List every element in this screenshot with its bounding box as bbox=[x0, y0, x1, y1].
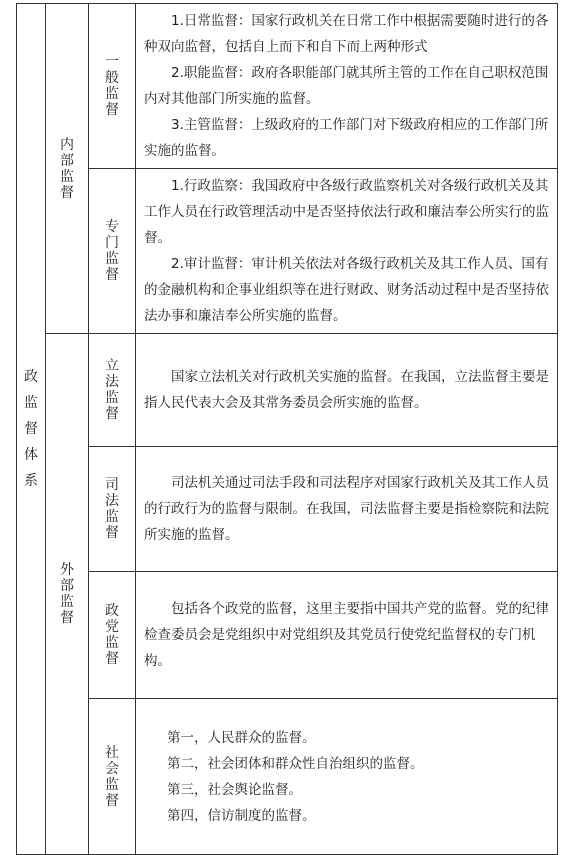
label-char: 政 bbox=[105, 603, 119, 619]
row-content-legislative bbox=[136, 334, 558, 447]
row-content-judicial bbox=[136, 447, 558, 572]
content-paragraph: 2.审计监督：审计机关依法对各级行政机关及其工作人员、国有的金融机构和企事业组织等在进行财政、财务活动过程中是否坚持依法办事和廉洁奉公所实施的监督。 bbox=[144, 256, 549, 324]
row-label-cell bbox=[89, 699, 136, 855]
label-char: 门 bbox=[105, 235, 119, 251]
content-paragraph: 1.日常监督：国家行政机关在日常工作中根据需要随时进行的各种双向监督，包括自上而下和自下而上两种形式 bbox=[144, 13, 549, 55]
supervision-system-table bbox=[16, 3, 558, 855]
row-label-cell bbox=[89, 4, 136, 169]
label-char: 监 bbox=[60, 168, 74, 185]
row-label-cell bbox=[89, 572, 136, 699]
label-char: 部 bbox=[60, 578, 74, 594]
content-paragraph: 第四，信访制度的监督。 bbox=[167, 807, 316, 824]
label-char: 督 bbox=[105, 525, 119, 541]
content-paragraph: 3.主管监督：上级政府的工作部门对下级政府相应的工作部门所实施的监督。 bbox=[144, 117, 549, 159]
row-label-cell bbox=[89, 447, 136, 572]
root-label-char: 体 bbox=[24, 447, 38, 463]
content-paragraph: 包括各个政党的监督，这里主要指中国共产党的监督。党的纪律检查委员会是党组织中对党组织及其党员行使党纪监督权的专门机构。 bbox=[144, 601, 549, 669]
label-char: 监 bbox=[105, 776, 119, 793]
root-label-char: 政 bbox=[24, 369, 38, 385]
label-char: 外 bbox=[60, 562, 74, 578]
row-content-general bbox=[136, 4, 558, 169]
content-paragraph: 1.行政监察：我国政府中各级行政监察机关对各级行政机关及其工作人员在行政管理活动中是否坚持依法行政和廉洁奉公所实行的监督。 bbox=[144, 178, 549, 246]
label-char: 督 bbox=[60, 610, 74, 626]
row-label-judicial bbox=[89, 477, 135, 541]
label-char: 立 bbox=[105, 358, 119, 374]
label-char: 部 bbox=[60, 152, 74, 169]
content-paragraph: 2.职能监督：政府各职能部门就其所主管的工作在自己职权范围内对其他部门所实施的监督。 bbox=[144, 65, 549, 107]
content-paragraph: 司法机关通过司法手段和司法程序对国家行政机关及其工作人员的行政行为的监督与限制。在我国，司法监督主要是指检察院和法院所实施的监督。 bbox=[144, 475, 549, 543]
label-char: 专 bbox=[105, 219, 119, 235]
label-char: 般 bbox=[105, 70, 119, 86]
row-label-legislative bbox=[89, 358, 135, 422]
label-char: 督 bbox=[105, 651, 119, 667]
root-label-char: 系 bbox=[24, 473, 38, 489]
label-char: 内 bbox=[60, 136, 74, 153]
row-label-cell bbox=[89, 334, 136, 447]
label-char: 一 bbox=[105, 54, 119, 70]
label-char: 监 bbox=[105, 251, 119, 267]
content-paragraph: 第三，社会舆论监督。 bbox=[167, 781, 302, 798]
root-label-cell bbox=[17, 4, 46, 855]
row-label-special bbox=[89, 219, 135, 283]
label-char: 督 bbox=[105, 102, 119, 118]
label-char: 会 bbox=[105, 760, 119, 777]
row-content-social bbox=[136, 699, 558, 855]
group-label-internal bbox=[46, 137, 88, 201]
label-char: 监 bbox=[105, 390, 119, 406]
label-char: 司 bbox=[105, 477, 119, 493]
row-content-party bbox=[136, 572, 558, 699]
label-char: 监 bbox=[105, 635, 119, 651]
content-paragraph: 第一，人民群众的监督。 bbox=[167, 729, 316, 746]
root-label-char: 督 bbox=[24, 421, 38, 437]
group-label-cell bbox=[46, 334, 89, 855]
row-content-special bbox=[136, 169, 558, 334]
label-char: 督 bbox=[105, 267, 119, 283]
label-char: 督 bbox=[60, 184, 74, 201]
root-label-char: 监 bbox=[24, 395, 38, 411]
group-label-cell bbox=[46, 4, 89, 334]
label-char: 督 bbox=[105, 406, 119, 422]
group-label-external bbox=[46, 562, 88, 626]
label-char: 党 bbox=[105, 619, 119, 635]
content-paragraph: 第二，社会团体和群众性自治组织的监督。 bbox=[167, 755, 424, 772]
label-char: 法 bbox=[105, 493, 119, 509]
label-char: 法 bbox=[105, 374, 119, 390]
row-label-party bbox=[89, 603, 135, 667]
row-label-general bbox=[89, 54, 135, 118]
row-label-cell bbox=[89, 169, 136, 334]
label-char: 督 bbox=[105, 792, 119, 809]
label-char: 监 bbox=[105, 509, 119, 525]
content-paragraph: 国家立法机关对行政机关实施的监督。在我国，立法监督主要是指人民代表大会及其常务委员会所实施的监督。 bbox=[144, 369, 549, 411]
row-label-social bbox=[89, 745, 135, 809]
label-char: 监 bbox=[60, 594, 74, 610]
label-char: 社 bbox=[105, 744, 119, 761]
root-label bbox=[17, 364, 45, 494]
label-char: 监 bbox=[105, 86, 119, 102]
